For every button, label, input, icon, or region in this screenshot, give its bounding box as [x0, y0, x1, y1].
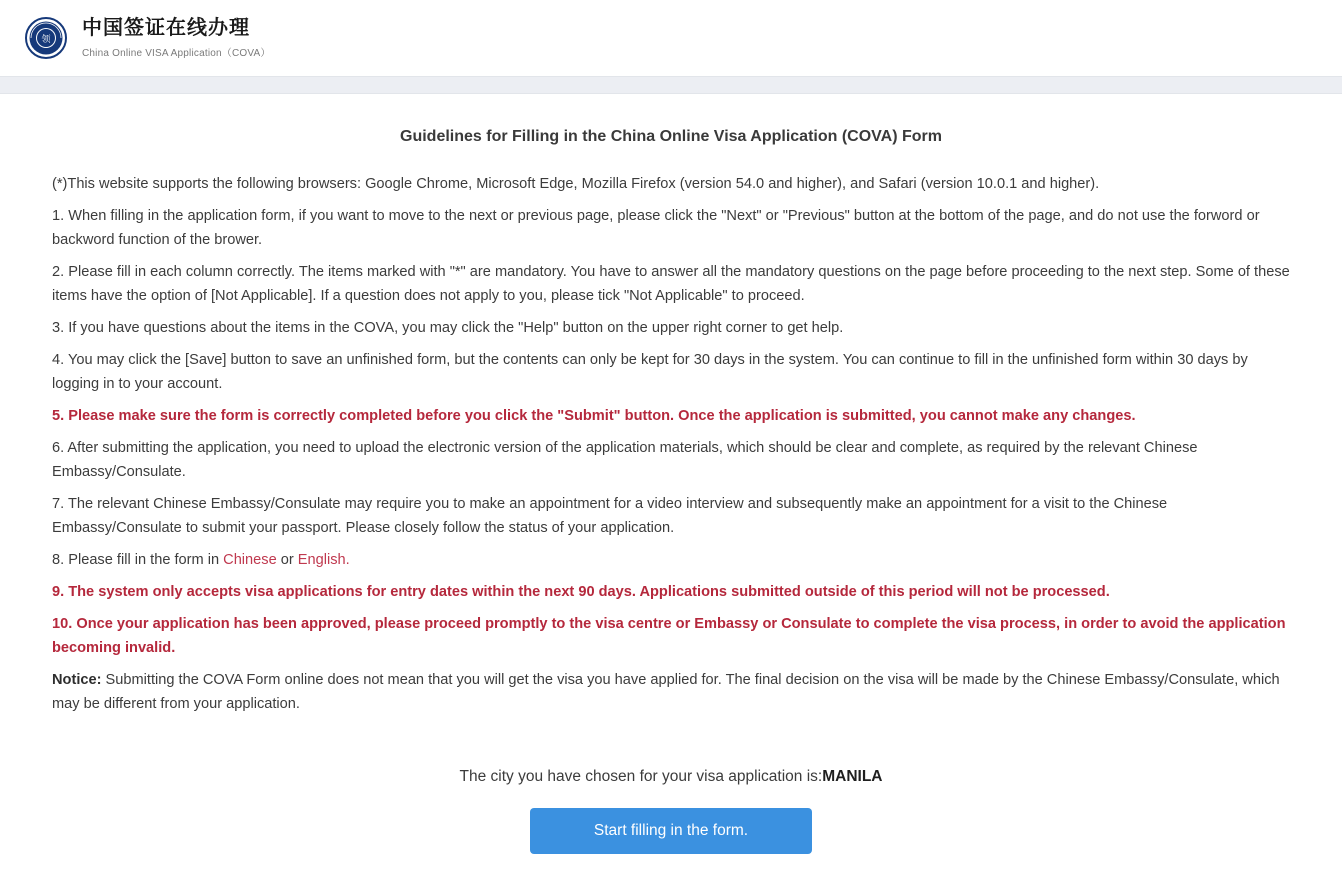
paragraph-item-10: 10. Once your application has been approved, please proceed promptly to the visa centre or Embassy or Consulate to complete the visa process, in order to avoid the application becoming invalid.: [52, 616, 1286, 656]
paragraph-browsers-note: (*)This website supports the following browsers: Google Chrome, Microsoft Edge, Mozilla Firefox (version 54.0 and higher), and Safari (version 10.0.1 and higher).: [52, 176, 1100, 192]
paragraph-item-7: 7. The relevant Chinese Embassy/Consulate may require you to make an appointment for a video interview and subsequently make an appointment for a visit to the Chinese Embassy/Consulate to submit your passport. Please closely follow the status of your application.: [52, 496, 1168, 536]
page-title: Guidelines for Filling in the China Online Visa Application (COVA) Form: [400, 128, 942, 145]
paragraph-item-3: 3. If you have questions about the items in the COVA, you may click the "Help" button on the upper right corner to get help.: [52, 320, 844, 336]
paragraph-item-8: [52, 548, 1290, 572]
guidelines-content: [0, 128, 1342, 854]
paragraph-item-1: 1. When filling in the application form, if you want to move to the next or previous page, please click the "Next" or "Previous" button at the bottom of the page, and do not use the forword or backword function of the brower.: [52, 208, 1260, 248]
item-8-prefix: 8. Please fill in the form in: [52, 552, 224, 568]
china-visa-emblem-icon: [24, 16, 68, 60]
header-divider-band: [0, 76, 1342, 94]
start-filling-form-button[interactable]: Start filling in the form.: [530, 808, 812, 854]
item-8-middle: or: [276, 552, 298, 568]
chosen-city-prefix: The city you have chosen for your visa application is:: [459, 768, 823, 785]
paragraph-item-6: 6. After submitting the application, you need to upload the electronic version of the application materials, which should be clear and complete, as required by the relevant Chinese Embassy/Consulate.: [52, 440, 1198, 480]
chosen-city-line: [52, 768, 1290, 786]
brand-title-en: China Online VISA Application（COVA）: [82, 48, 271, 59]
brand-block: [82, 16, 271, 59]
paragraph-item-9: 9. The system only accepts visa applications for entry dates within the next 90 days. Applications submitted outside of this period will not be processed.: [52, 584, 1110, 600]
paragraph-item-2: 2. Please fill in each column correctly. The items marked with "*" are mandatory. You have to answer all the mandatory questions on the page before proceeding to the next step. Some of these items have the option of [Not Applicable]. If a question does not apply to you, please tick "Not Applicable" to proceed.: [52, 264, 1290, 304]
paragraph-item-5: 5. Please make sure the form is correctly completed before you click the "Submit" button. Once the application is submitted, you cannot make any changes.: [52, 408, 1136, 424]
start-button-row: [52, 808, 1290, 854]
paragraph-notice: [52, 668, 1290, 716]
svg-text:领: 领: [41, 34, 51, 45]
link-chinese-form[interactable]: Chinese: [223, 552, 277, 568]
notice-text: Submitting the COVA Form online does not mean that you will get the visa you have applied for. The final decision on the visa will be made by the Chinese Embassy/Consulate, which may be different from your application.: [52, 672, 1280, 712]
notice-label: Notice:: [52, 672, 102, 688]
site-header: [0, 0, 1342, 76]
link-english-form[interactable]: English.: [297, 552, 350, 568]
brand-title-cn: 中国签证在线办理: [82, 17, 250, 39]
chosen-city-value: MANILA: [822, 768, 883, 785]
paragraph-item-4: 4. You may click the [Save] button to save an unfinished form, but the contents can only be kept for 30 days in the system. You can continue to fill in the unfinished form within 30 days by logging in to your account.: [52, 352, 1248, 392]
